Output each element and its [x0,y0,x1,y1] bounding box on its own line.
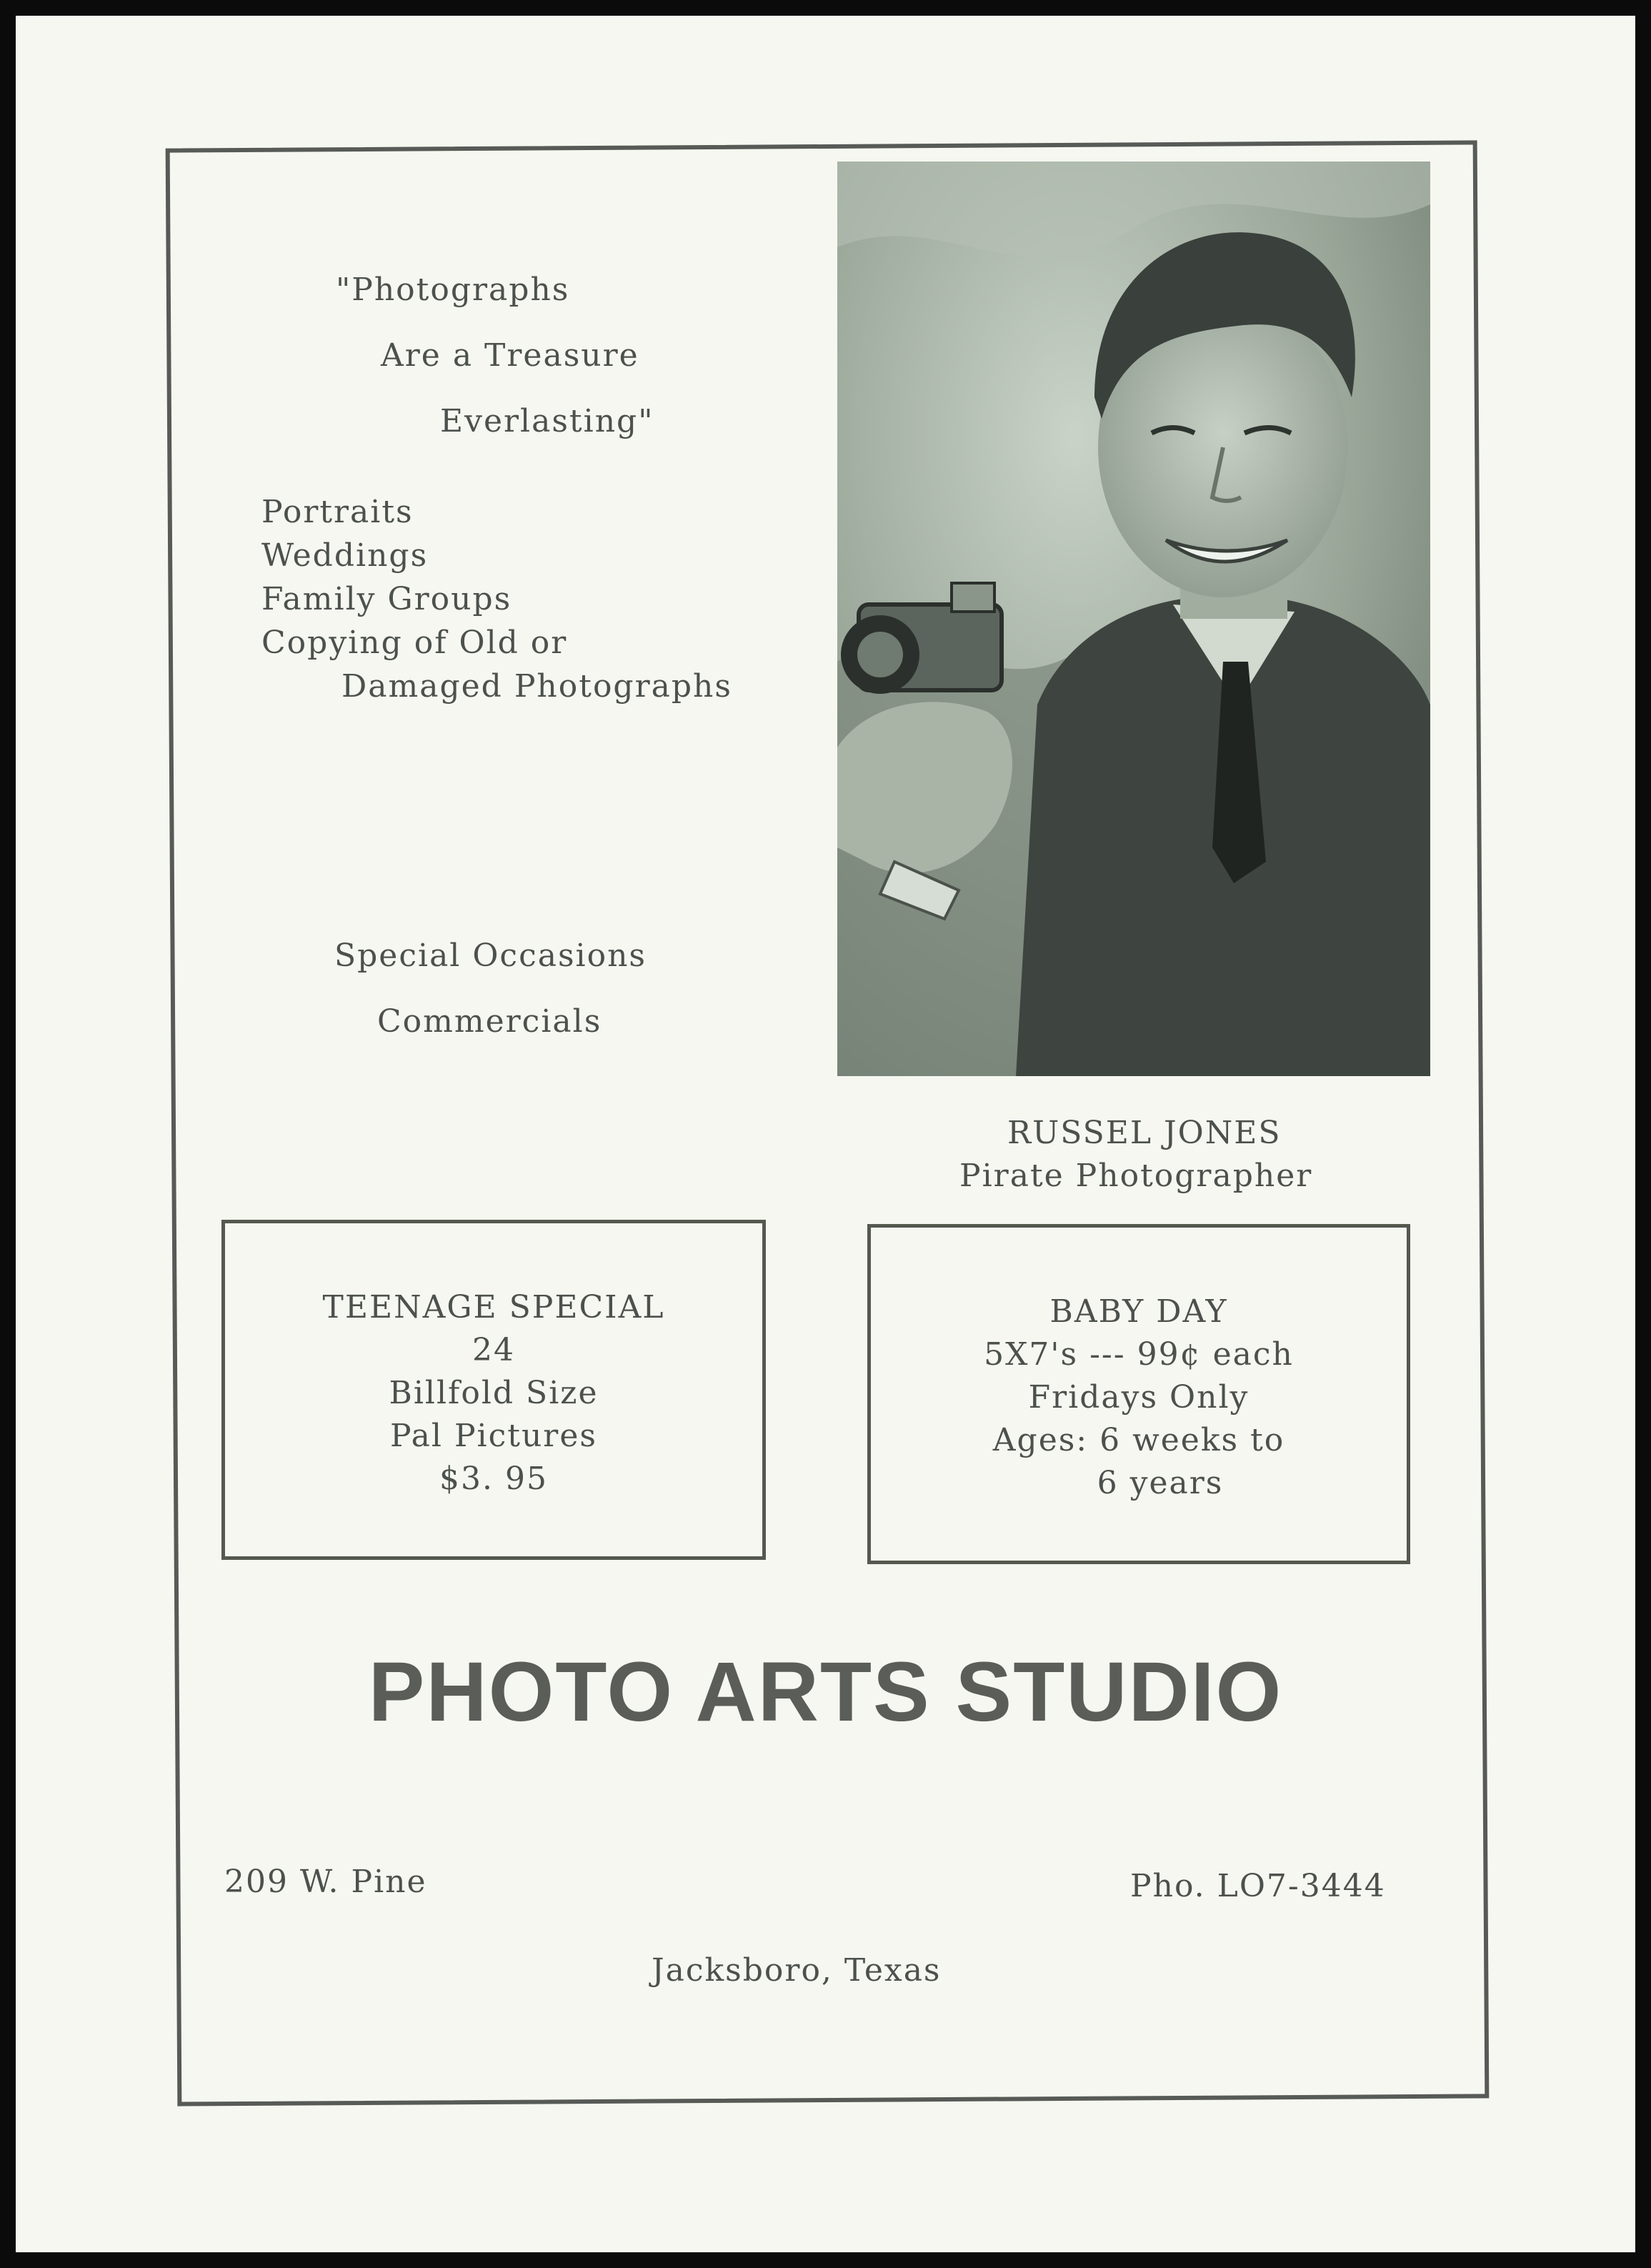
teenage-special-box [221,1220,766,1560]
service-item: Damaged Photographs [341,668,732,705]
studio-phone: Pho. LO7-3444 [1130,1868,1386,1904]
service-item: Copying of Old or [261,625,568,661]
service-item: Portraits [261,494,414,530]
service-item: Family Groups [261,581,512,617]
baby-day-ages-end: 6 years [1097,1465,1224,1501]
photographer-name: RUSSEL JONES [1007,1115,1282,1151]
service-item: Weddings [261,537,429,574]
teenage-special-heading: TEENAGE SPECIAL [322,1289,665,1326]
teenage-special-type: Pal Pictures [390,1418,597,1454]
extra-commercials: Commercials [377,1003,602,1040]
teenage-special-price: $3. 95 [439,1461,548,1497]
baby-day-heading: BABY DAY [1049,1293,1228,1330]
studio-address: 209 W. Pine [224,1864,427,1900]
slogan-line-2: Are a Treasure [381,337,639,374]
photographer-portrait [837,161,1430,1076]
services-list [261,490,732,708]
studio-city: Jacksboro, Texas [652,1952,942,1989]
slogan-line-1: "Photographs [336,272,570,308]
baby-day-price: 5X7's --- 99¢ each [984,1336,1294,1373]
teenage-special-size: Billfold Size [389,1375,599,1411]
slogan-line-3: Everlasting" [440,403,654,439]
baby-day-ages: Ages: 6 weeks to [992,1422,1285,1458]
baby-day-schedule: Fridays Only [1028,1379,1250,1416]
teenage-special-count: 24 [472,1332,515,1368]
extra-special-occasions: Special Occasions [334,937,647,974]
studio-name: PHOTO ARTS STUDIO [368,1645,1283,1739]
photographer-title: Pirate Photographer [959,1158,1313,1194]
baby-day-box [867,1224,1410,1564]
